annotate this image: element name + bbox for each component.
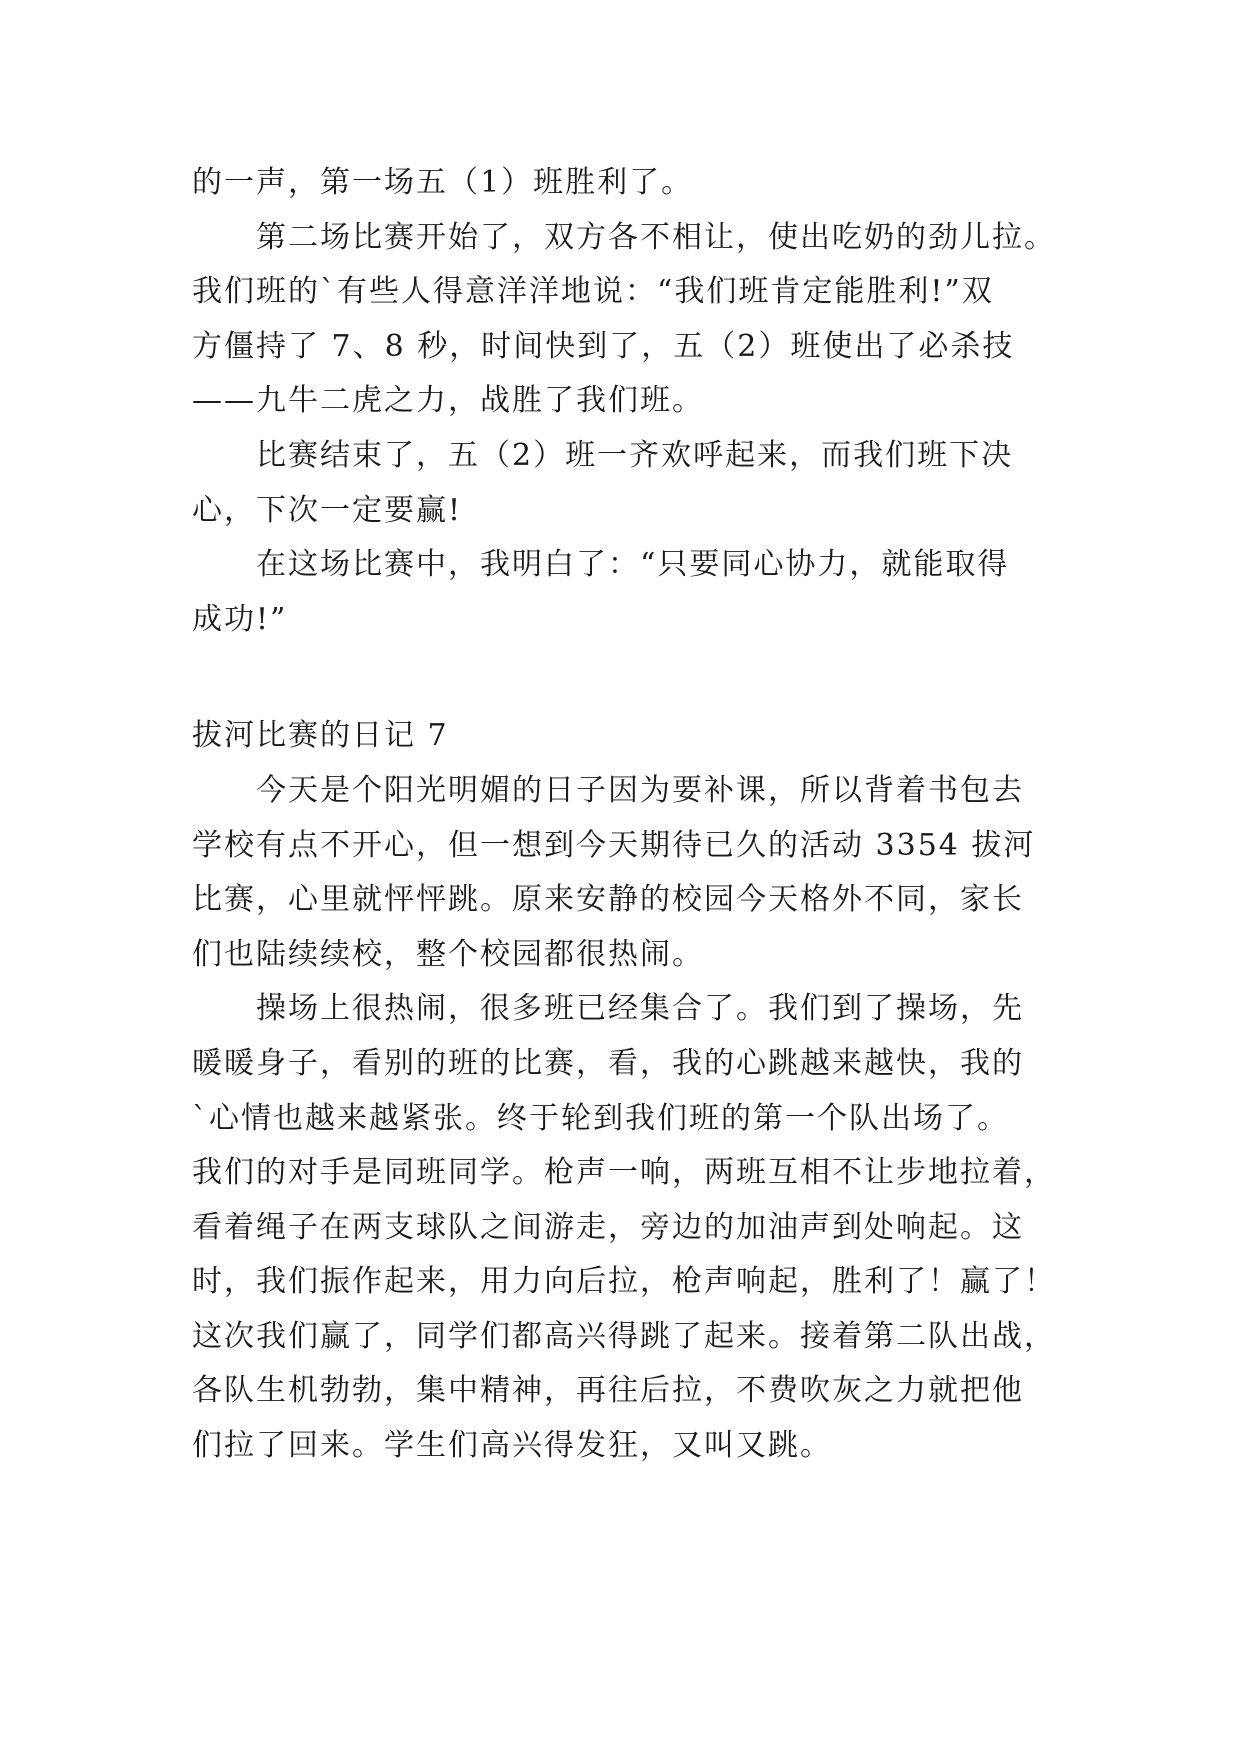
text-line: 各队生机勃勃，集中精神，再往后拉，不费吹灰之力就把他: [192, 1373, 1024, 1409]
text-line: 在这场比赛中，我明白了：“只要同心协力，就能取得: [256, 547, 1010, 583]
text-line: 操场上很热闹，很多班已经集合了。我们到了操场，先: [256, 991, 1024, 1027]
text-line: 比赛结束了，五（2）班一齐欢呼起来，而我们班下决: [256, 437, 1014, 473]
text-line: 们拉了回来。学生们高兴得发狂，又叫又跳。: [192, 1428, 832, 1464]
text-line: `心情也越来越紧张。终于轮到我们班的第一个队出场了。: [192, 1100, 1009, 1136]
text-line: 我们的对手是同班同学。枪声一响，两班互相不让步地拉着，: [192, 1155, 1056, 1191]
text-line: 第二场比赛开始了，双方各不相让，使出吃奶的劲儿拉。: [256, 219, 1056, 255]
text-line: 们也陆续续校，整个校园都很热闹。: [192, 936, 704, 972]
text-line: 心，下次一定要赢!: [192, 492, 463, 528]
text-line: 今天是个阳光明媚的日子因为要补课，所以背着书包去: [256, 772, 1024, 808]
text-line: 我们班的`有些人得意洋洋地说：“我们班肯定能胜利!”双: [192, 274, 994, 310]
text-line: 暖暖身子，看别的班的比赛，看，我的心跳越来越快，我的: [192, 1045, 1024, 1081]
text-line: 方僵持了 7、8 秒，时间快到了，五（2）班使出了必杀技: [192, 328, 1015, 364]
document-body: [192, 156, 1056, 1474]
text-line: 比赛，心里就怦怦跳。原来安静的校园今天格外不同，家长: [192, 882, 1024, 918]
section-spacer: [192, 647, 1052, 709]
section-title: 拔河比赛的日记 7: [192, 718, 449, 754]
text-line: 成功!”: [192, 601, 288, 637]
text-line: 的一声，第一场五（1）班胜利了。: [192, 165, 694, 200]
text-line: 看着绳子在两支球队之间游走，旁边的加油声到处响起。这: [192, 1209, 1024, 1245]
text-line: 时，我们振作起来，用力向后拉，枪声响起，胜利了！赢了！: [192, 1264, 1056, 1300]
text-line: 学校有点不开心，但一想到今天期待已久的活动 3354 拔河: [192, 827, 1036, 863]
text-line: ——九牛二虎之力，战胜了我们班。: [192, 383, 704, 419]
text-line: 这次我们赢了，同学们都高兴得跳了起来。接着第二队出战，: [192, 1318, 1056, 1354]
